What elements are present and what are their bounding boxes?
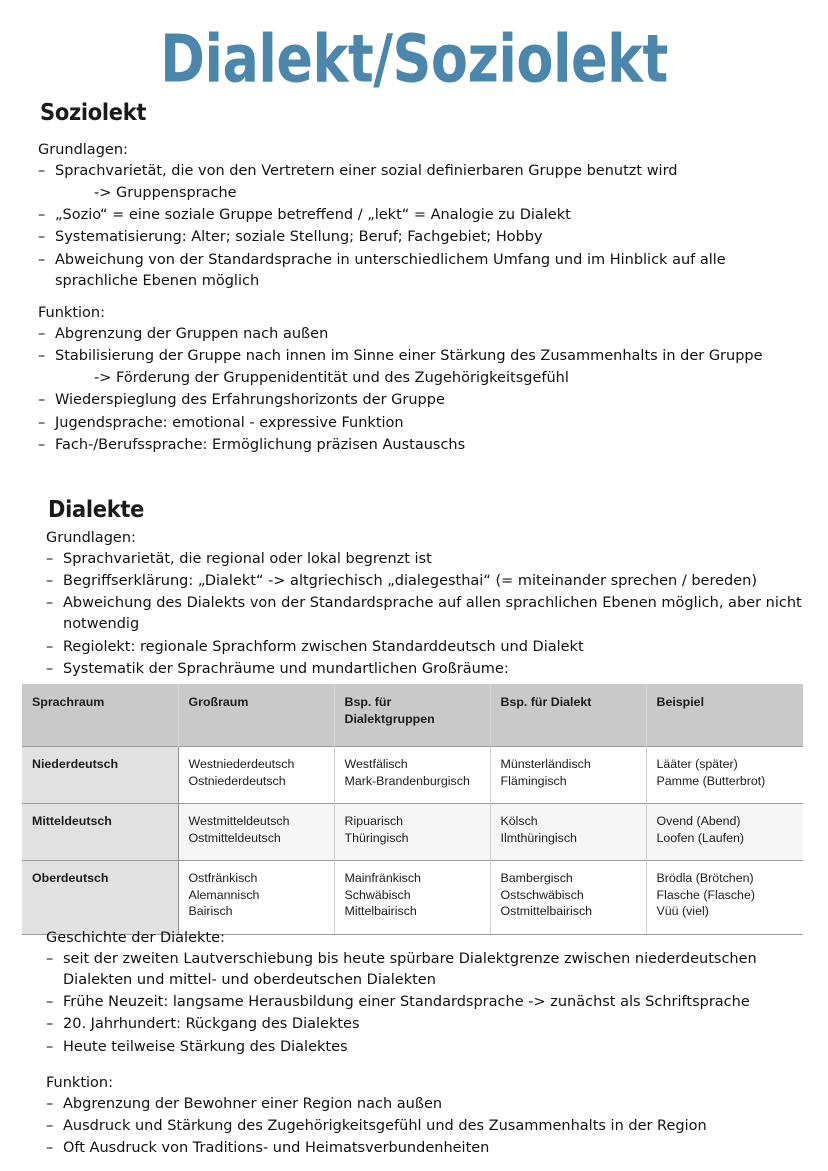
soziolekt-grundlagen-list — [38, 161, 808, 292]
page-title: Dialekt/Soziolekt — [160, 20, 668, 98]
cell-line: Westniederdeutsch — [188, 757, 295, 771]
dialekt-table — [22, 684, 803, 935]
table-cell-grossraum — [178, 804, 334, 861]
dash-bullet-icon: – — [38, 414, 46, 431]
dash-bullet-icon: – — [46, 551, 54, 568]
list-item-text: Sprachvarietät, die regional oder lokal begrenzt ist — [63, 551, 432, 568]
table-cell-dialektgruppen — [334, 747, 490, 804]
list-item — [46, 659, 806, 680]
list-item-text: „Sozio“ = eine soziale Gruppe betreffend / „lekt“ = Analogie zu Dialekt — [55, 207, 571, 224]
cell-line: Lääter (später) — [656, 757, 738, 771]
table-cell-beispiel — [646, 804, 803, 861]
dash-bullet-icon: – — [46, 994, 54, 1011]
dash-bullet-icon: – — [46, 1140, 54, 1157]
cell-line: Ostmitteldeutsch — [188, 830, 281, 845]
dash-bullet-icon: – — [38, 207, 46, 224]
table-cell-dialekt — [490, 747, 646, 804]
cell-line: Brödla (Brötchen) — [656, 871, 754, 885]
table-column-header-grossraum: Großraum — [178, 684, 334, 747]
dialekte-geschichte-label: Geschichte der Dialekte: — [46, 930, 225, 946]
cell-line: Mainfränkisch — [344, 871, 421, 885]
list-item-text: Regiolekt: regionale Sprachform zwischen Standarddeutsch und Dialekt — [63, 638, 584, 655]
table-cell-dialektgruppen — [334, 804, 490, 861]
cell-line: Kölsch — [500, 814, 538, 828]
section-heading-dialekte: Dialekte — [48, 495, 145, 523]
table-cell-sprachraum: Oberdeutsch — [22, 861, 178, 935]
dash-bullet-icon: – — [38, 326, 46, 343]
cell-line: Mark-Brandenburgisch — [344, 773, 470, 788]
list-item — [46, 571, 806, 592]
soziolekt-funktion-block — [38, 303, 808, 457]
list-item-text: Oft Ausdruck von Traditions- und Heimatsverbundenheiten — [63, 1140, 490, 1157]
list-item-text: Jugendsprache: emotional - expressive Funktion — [55, 414, 404, 431]
list-item-text: Stabilisierung der Gruppe nach innen im Sinne einer Stärkung des Zusammenhalts in der Gruppe — [55, 348, 763, 365]
soziolekt-funktion-label: Funktion: — [38, 305, 105, 321]
list-item-text: Systematisierung: Alter; soziale Stellung; Beruf; Fachgebiet; Hobby — [55, 229, 543, 246]
cell-line: Ostfränkisch — [188, 871, 258, 885]
table-row — [22, 747, 803, 804]
list-item — [46, 992, 806, 1013]
cell-line: Schwäbisch — [344, 887, 411, 902]
soziolekt-funktion-list — [38, 324, 808, 456]
table-column-header-sprachraum: Sprachraum — [22, 684, 178, 747]
dash-bullet-icon: – — [38, 163, 46, 180]
cell-line: Ostniederdeutsch — [188, 773, 286, 788]
cell-line: Ilmthüringisch — [500, 830, 577, 845]
list-item-text: Abweichung von der Standardsprache in unterschiedlichem Umfang und im Hinblick auf alle sprachliche Ebenen möglich — [55, 251, 726, 289]
list-item — [38, 161, 808, 182]
cell-line: Westfälisch — [344, 757, 408, 771]
list-item — [38, 346, 808, 367]
list-item-text: -> Förderung der Gruppenidentität und des Zugehörigkeitsgefühl — [94, 370, 569, 387]
dash-bullet-icon: – — [46, 660, 54, 677]
list-item-text: Heute teilweise Stärkung des Dialektes — [63, 1038, 348, 1055]
list-item — [46, 1014, 806, 1035]
list-item — [46, 593, 806, 635]
table-cell-beispiel — [646, 861, 803, 935]
table-cell-dialekt — [490, 861, 646, 935]
list-item — [38, 390, 808, 411]
cell-line: Flasche (Flasche) — [656, 887, 755, 902]
table-column-header-dialekt: Bsp. für Dialekt — [490, 684, 646, 747]
cell-line: Thüringisch — [344, 830, 409, 845]
dash-bullet-icon: – — [46, 595, 54, 612]
list-item-text: Abgrenzung der Gruppen nach außen — [55, 326, 329, 343]
dialekte-grundlagen-list — [46, 549, 806, 680]
table-cell-sprachraum: Niederdeutsch — [22, 747, 178, 804]
dialekte-grundlagen-block — [46, 528, 806, 681]
cell-line: Ripuarisch — [344, 814, 404, 828]
cell-line: Flämingisch — [500, 773, 567, 788]
list-item — [46, 1138, 806, 1159]
dash-bullet-icon: – — [38, 436, 46, 453]
table-cell-beispiel — [646, 747, 803, 804]
table-header-row — [22, 684, 803, 747]
table-row — [22, 861, 803, 935]
list-item-text: Fach-/Berufssprache: Ermöglichung präzisen Austauschs — [55, 436, 466, 453]
dash-bullet-icon: – — [46, 573, 54, 590]
dialekte-funktion-label: Funktion: — [46, 1075, 113, 1091]
list-item — [38, 435, 808, 456]
dialekte-geschichte-block — [46, 928, 806, 1059]
dialekt-table-container — [22, 684, 803, 935]
cell-line: Mittelbairisch — [344, 904, 417, 918]
list-item — [38, 324, 808, 345]
dash-bullet-icon: – — [46, 638, 54, 655]
dash-bullet-icon: – — [46, 1038, 54, 1055]
list-item — [38, 413, 808, 434]
list-item-text: Ausdruck und Stärkung des Zugehörigkeitsgefühl und des Zusammenhalts in der Region — [63, 1118, 707, 1135]
cell-line: Loofen (Laufen) — [656, 830, 744, 845]
dialekte-funktion-list — [46, 1094, 806, 1159]
list-item — [38, 227, 808, 248]
table-row — [22, 804, 803, 861]
list-item — [46, 1116, 806, 1137]
table-cell-dialektgruppen — [334, 861, 490, 935]
list-item-text: 20. Jahrhundert: Rückgang des Dialektes — [63, 1016, 360, 1033]
list-item-text: -> Gruppensprache — [94, 185, 237, 202]
cell-line: Bambergisch — [500, 871, 573, 885]
dash-bullet-icon: – — [46, 1096, 54, 1113]
list-item — [38, 368, 808, 389]
dialekte-grundlagen-label: Grundlagen: — [46, 530, 136, 546]
table-cell-grossraum — [178, 861, 334, 935]
section-heading-soziolekt: Soziolekt — [40, 98, 147, 126]
dash-bullet-icon: – — [46, 1016, 54, 1033]
dash-bullet-icon: – — [38, 229, 46, 246]
dash-bullet-icon: – — [38, 348, 46, 365]
cell-line: Münsterländisch — [500, 757, 591, 771]
cell-line: Ostschwäbisch — [500, 887, 584, 902]
list-item — [46, 1094, 806, 1115]
dialekte-geschichte-list — [46, 949, 806, 1058]
cell-line: Ostmittelbairisch — [500, 904, 593, 918]
cell-line: Ovend (Abend) — [656, 814, 741, 828]
soziolekt-grundlagen-label: Grundlagen: — [38, 142, 128, 158]
table-cell-dialekt — [490, 804, 646, 861]
list-item-text: Wiederspieglung des Erfahrungshorizonts der Gruppe — [55, 392, 445, 409]
table-cell-grossraum — [178, 747, 334, 804]
cell-line: Bairisch — [188, 904, 233, 918]
list-item-text: Abgrenzung der Bewohner einer Region nach außen — [63, 1096, 443, 1113]
table-cell-sprachraum: Mitteldeutsch — [22, 804, 178, 861]
dialekte-funktion-block — [46, 1073, 806, 1160]
cell-line: Alemannisch — [188, 887, 260, 902]
cell-line: Vüü (viel) — [656, 904, 709, 918]
list-item — [46, 1037, 806, 1058]
list-item-text: Begriffserklärung: „Dialekt“ -> altgriechisch „dialegesthai“ (= miteinander sprechen / bereden) — [63, 573, 757, 590]
list-item-text: Abweichung des Dialekts von der Standardsprache auf allen sprachlichen Ebenen möglich, aber nicht notwendig — [63, 595, 802, 633]
dash-bullet-icon: – — [38, 392, 46, 409]
list-item — [38, 205, 808, 226]
dash-bullet-icon: – — [46, 951, 54, 968]
table-column-header-dialektgruppen: Bsp. für Dialektgruppen — [334, 684, 490, 747]
list-item — [46, 949, 806, 991]
list-item-text: Sprachvarietät, die von den Vertretern einer sozial definierbaren Gruppe benutzt wird — [55, 163, 678, 180]
list-item — [38, 183, 808, 204]
list-item-text: seit der zweiten Lautverschiebung bis heute spürbare Dialektgrenze zwischen niederdeutschen Dialekten und mittel- und oberdeutschen Dialekten — [63, 951, 757, 989]
list-item-text: Frühe Neuzeit: langsame Herausbildung einer Standardsprache -> zunächst als Schriftsprache — [63, 994, 750, 1011]
list-item — [38, 250, 808, 292]
soziolekt-grundlagen-block — [38, 140, 808, 293]
cell-line: Westmitteldeutsch — [188, 814, 290, 828]
cell-line: Pamme (Butterbrot) — [656, 773, 766, 788]
dash-bullet-icon: – — [38, 251, 46, 268]
dash-bullet-icon: – — [46, 1118, 54, 1135]
list-item — [46, 637, 806, 658]
list-item-text: Systematik der Sprachräume und mundartlichen Großräume: — [63, 660, 509, 677]
list-item — [46, 549, 806, 570]
table-column-header-beispiel: Beispiel — [646, 684, 803, 747]
